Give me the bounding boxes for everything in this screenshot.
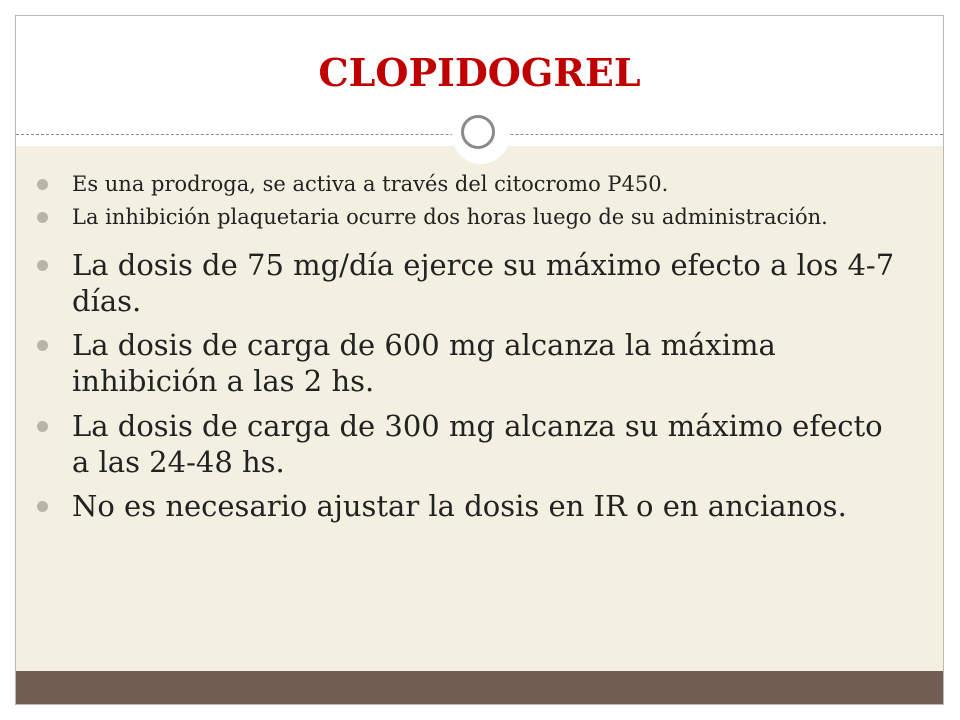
bullet-item (36, 247, 903, 320)
bullet-item (36, 204, 903, 230)
bullet-text: No es necesario ajustar la dosis en IR o en ancianos. (72, 489, 847, 523)
bullet-dot-icon (37, 501, 48, 512)
slide-title: CLOPIDOGREL (318, 50, 641, 95)
bullet-dot-icon (37, 340, 48, 351)
slide (15, 15, 944, 705)
circle-ornament-icon (461, 115, 495, 149)
bullet-text: La dosis de 75 mg/día ejerce su máximo efecto a los 4-7 días. (72, 247, 895, 318)
bullet-item (36, 171, 903, 197)
bullet-text: Es una prodroga, se activa a través del citocromo P450. (72, 172, 669, 196)
bullet-dot-icon (37, 179, 48, 190)
bullet-text: La inhibición plaquetaria ocurre dos horas luego de su administración. (72, 205, 828, 230)
bullet-item (36, 488, 903, 524)
bullet-dot-icon (37, 260, 48, 271)
bullet-dot-icon (37, 212, 48, 223)
bullet-text: La dosis de carga de 600 mg alcanza la máxima inhibición a las 2 hs. (72, 328, 776, 399)
bullet-list (36, 171, 903, 532)
bullet-item (36, 408, 903, 481)
bullet-dot-icon (37, 421, 48, 432)
bullet-text: La dosis de carga de 300 mg alcanza su máximo efecto a las 24-48 hs. (72, 408, 883, 479)
footer-bar (16, 671, 943, 704)
bullet-item (36, 327, 903, 400)
